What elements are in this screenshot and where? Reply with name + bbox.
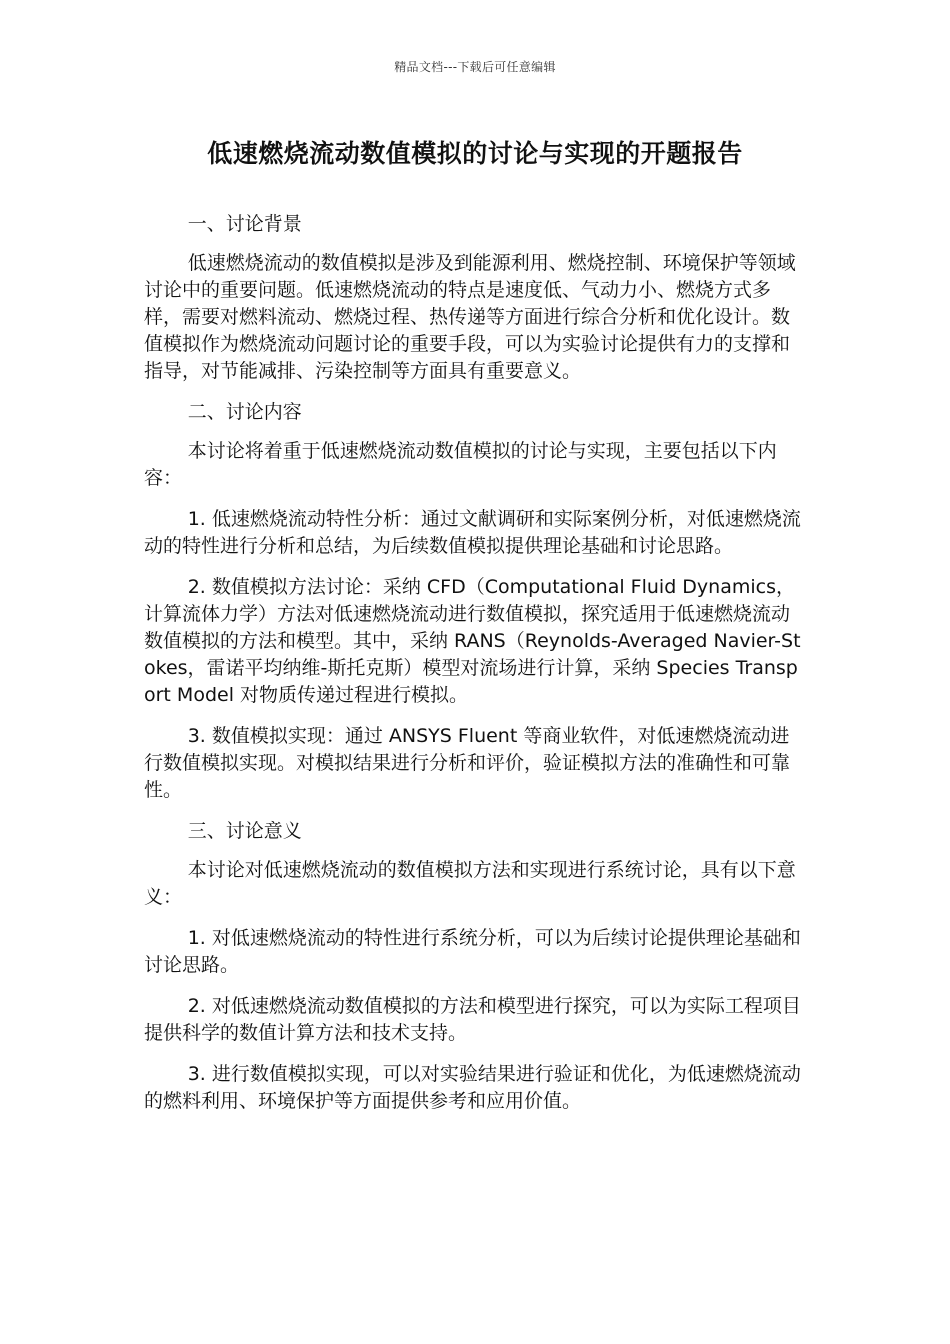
paragraph-background: 低速燃烧流动的数值模拟是涉及到能源利用、燃烧控制、环境保护等领域讨论中的重要问题。低速燃烧流动的特点是速度低、气动力小、燃烧方式多样，需要对燃料流动、燃烧过程、热传递等方面进行综合分析和优化设计。数值模拟作为燃烧流动问题讨论的重要手段，可以为实验讨论提供有力的支撑和指导，对节能减排、污染控制等方面具有重要意义。 [144, 252, 796, 382]
header-watermark: 精品文档---下载后可任意编辑 [394, 60, 556, 74]
document-title: 低速燃烧流动数值模拟的讨论与实现的开题报告 [207, 139, 743, 168]
list-item-significance-1: 1. 对低速燃烧流动的特性进行系统分析，可以为后续讨论提供理论基础和讨论思路。 [144, 927, 801, 976]
paragraph-content-intro: 本讨论将着重于低速燃烧流动数值模拟的讨论与实现，主要包括以下内容： [144, 440, 777, 489]
list-item-content-3: 3. 数值模拟实现：通过 ANSYS Fluent 等商业软件，对低速燃烧流动进行数值模拟实现。对模拟结果进行分析和评价，验证模拟方法的准确性和可靠性。 [144, 725, 791, 801]
section-heading-background: 一、讨论背景 [187, 213, 302, 235]
paragraph-significance-intro: 本讨论对低速燃烧流动的数值模拟方法和实现进行系统讨论，具有以下意义： [144, 859, 796, 908]
list-item-significance-2: 2. 对低速燃烧流动数值模拟的方法和模型进行探究，可以为实际工程项目提供科学的数值计算方法和技术支持。 [144, 995, 801, 1044]
document-body [144, 211, 808, 1129]
list-item-content-1: 1. 低速燃烧流动特性分析：通过文献调研和实际案例分析，对低速燃烧流动的特性进行分析和总结，为后续数值模拟提供理论基础和讨论思路。 [144, 508, 801, 557]
section-heading-content: 二、讨论内容 [187, 401, 302, 423]
section-heading-significance: 三、讨论意义 [187, 820, 302, 842]
list-item-content-2: 2. 数值模拟方法讨论：采纳 CFD（Computational Fluid Dynamics，计算流体力学）方法对低速燃烧流动进行数值模拟，探究适用于低速燃烧流动数值模拟的方法和模型。其中，采纳 RANS（Reynolds-Averaged Navier-Stokes，雷诺平均纳维-斯托克斯）模型对流场进行计算，采纳 Species Transport Model 对物质传递过程进行模拟。 [144, 576, 801, 706]
list-item-significance-3: 3. 进行数值模拟实现，可以对实验结果进行验证和优化，为低速燃烧流动的燃料利用、环境保护等方面提供参考和应用价值。 [144, 1063, 801, 1112]
